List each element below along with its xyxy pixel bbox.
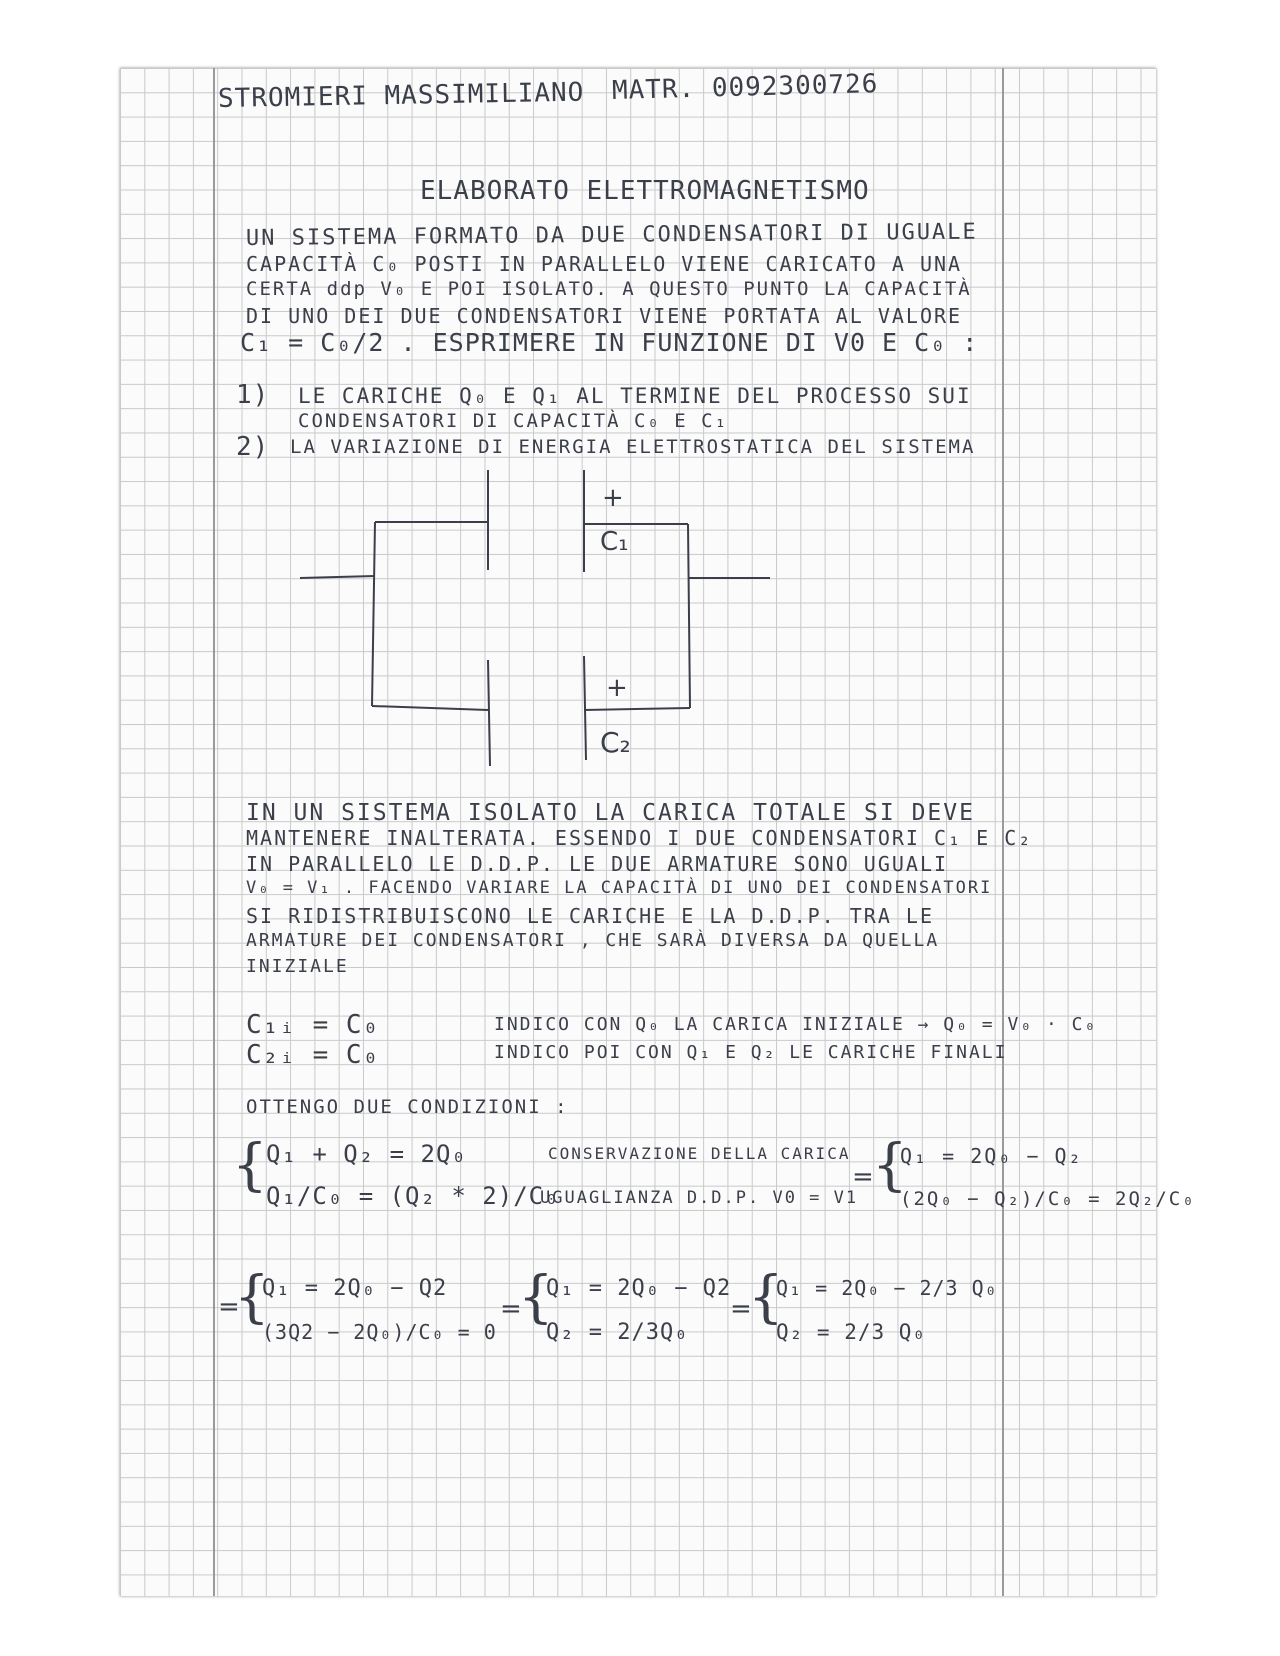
c2-plate-right	[584, 656, 586, 760]
system-1-note-2: UGUAGLIANZA D.D.P. V0 = V1	[540, 1188, 859, 1208]
c2-label: C₂	[600, 726, 631, 759]
problem-line-5: C₁ = C₀/2 . ESPRIMERE IN FUNZIONE DI V0 E C₀ :	[240, 328, 979, 357]
system-2b-brace: {	[518, 1265, 554, 1330]
system-1-brace: {	[232, 1133, 268, 1198]
student-name: STROMIERI MASSIMILIANO	[217, 77, 585, 114]
c1-label: C₁	[600, 527, 629, 557]
system-1-equals-sign: =	[852, 1162, 874, 1192]
definition-note-1: INDICO CON Q₀ LA CARICA INIZIALE → Q₀ = V₀ · C₀	[494, 1014, 1098, 1035]
c1-initial-definition: C₁ᵢ = C₀	[246, 1010, 380, 1040]
problem-line-4: DI UNO DEI DUE CONDENSATORI VIENE PORTATA AL VALORE	[246, 304, 963, 328]
system-1-equation-1: Q₁ + Q₂ = 2Q₀	[266, 1140, 467, 1168]
explanation-line-1: IN UN SISTEMA ISOLATO LA CARICA TOTALE SI DEVE	[246, 800, 975, 826]
system-2-equals-c: =	[730, 1294, 752, 1324]
explanation-line-7: INIZIALE	[246, 956, 349, 977]
problem-line-3: CERTA ddp V₀ E POI ISOLATO. A QUESTO PUNTO LA CAPACITÀ	[246, 278, 972, 300]
definition-note-2: INDICO POI CON Q₁ E Q₂ LE CARICHE FINALI	[494, 1042, 1008, 1063]
system-2b-equation-2: Q₂ = 2/3Q₀	[546, 1320, 689, 1345]
system-1-result-1: Q₁ = 2Q₀ − Q₂	[900, 1144, 1083, 1168]
system-2-equals-b: =	[500, 1294, 522, 1324]
system-1-equation-2: Q₁/C₀ = (Q₂ * 2)/C₀	[266, 1182, 560, 1210]
system-2c-equation-2: Q₂ = 2/3 Q₀	[776, 1320, 927, 1344]
left-margin-line	[213, 68, 215, 1596]
system-1-note-1: CONSERVAZIONE DELLA CARICA	[548, 1144, 851, 1163]
c2-initial-definition: C₂ᵢ = C₀	[246, 1040, 380, 1070]
question-2-number: 2)	[236, 432, 270, 462]
c1-plus-sign: +	[602, 483, 624, 513]
page-title: ELABORATO ELETTROMAGNETISMO	[420, 176, 870, 206]
explanation-line-6: ARMATURE DEI CONDENSATORI , CHE SARÀ DIVERSA DA QUELLA	[246, 930, 940, 951]
system-2a-brace: {	[234, 1265, 270, 1330]
system-2c-brace: {	[748, 1265, 784, 1330]
problem-line-1: UN SISTEMA FORMATO DA DUE CONDENSATORI DI UGUALE	[245, 219, 978, 251]
left-lead-wire	[300, 576, 375, 578]
system-2b-equation-1: Q₁ = 2Q₀ − Q2	[546, 1276, 732, 1301]
bottom-wire-left	[372, 706, 488, 710]
question-1-line-1: LE CARICHE Q₀ E Q₁ AL TERMINE DEL PROCESSO SUI	[298, 384, 972, 408]
problem-line-2: CAPACITÀ C₀ POSTI IN PARALLELO VIENE CARICATO A UNA	[246, 252, 963, 276]
loop-right-wire	[688, 524, 690, 708]
explanation-line-4: V₀ = V₁ . FACENDO VARIARE LA CAPACITÀ DI UNO DEI CONDENSATORI	[246, 878, 993, 898]
parallel-capacitor-circuit	[300, 470, 780, 770]
question-1-number: 1)	[236, 380, 270, 410]
c2-plus-sign: +	[606, 673, 628, 703]
system-2a-equation-2: (3Q2 − 2Q₀)/C₀ = 0	[262, 1320, 497, 1344]
explanation-line-5: SI RIDISTRIBUISCONO LE CARICHE E LA D.D.P. TRA LE	[246, 904, 935, 928]
question-2-line-1: LA VARIAZIONE DI ENERGIA ELETTROSTATICA DEL SISTEMA	[290, 436, 976, 458]
system-1-result-brace: {	[872, 1133, 908, 1198]
conditions-label: OTTENGO DUE CONDIZIONI :	[246, 1096, 569, 1118]
explanation-line-2: MANTENERE INALTERATA. ESSENDO I DUE CONDENSATORI C₁ E C₂	[246, 826, 1033, 850]
system-2-equals-a: =	[218, 1292, 240, 1322]
question-1-line-2: CONDENSATORI DI CAPACITÀ C₀ E C₁	[298, 410, 729, 432]
matricola-number: MATR. 0092300726	[611, 69, 879, 106]
system-2c-equation-1: Q₁ = 2Q₀ − 2/3 Q₀	[776, 1276, 998, 1300]
bottom-wire-right	[584, 708, 690, 710]
system-2a-equation-1: Q₁ = 2Q₀ − Q2	[262, 1276, 448, 1301]
loop-left-wire	[372, 522, 375, 706]
explanation-line-3: IN PARALLELO LE D.D.P. LE DUE ARMATURE SONO UGUALI	[246, 852, 949, 876]
system-1-result-2: (2Q₀ − Q₂)/C₀ = 2Q₂/C₀	[900, 1188, 1196, 1210]
c2-plate-left	[488, 660, 490, 766]
